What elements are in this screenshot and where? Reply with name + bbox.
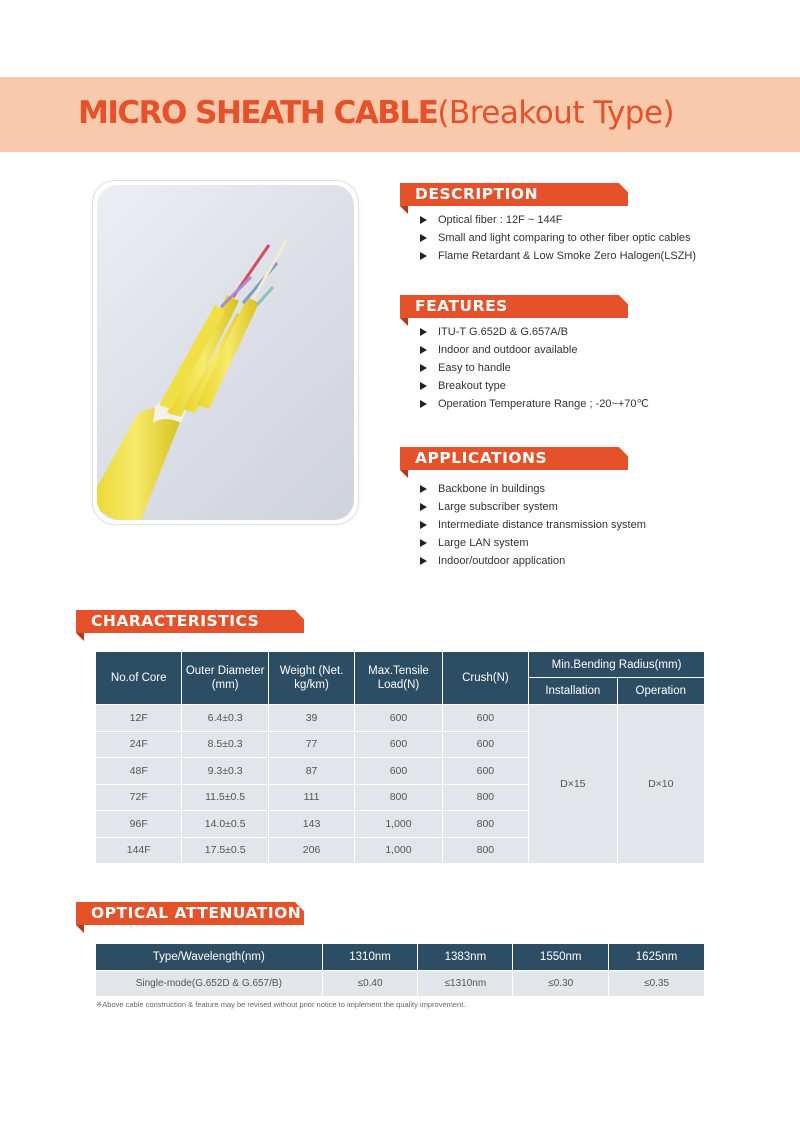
header-1310nm: 1310nm: [322, 944, 418, 971]
list-item: Flame Retardant & Low Smoke Zero Halogen(LSZH): [418, 247, 696, 265]
list-item: Indoor/outdoor application: [418, 552, 646, 570]
cell-weight: 111: [268, 784, 354, 811]
list-item: Optical fiber : 12F ~ 144F: [418, 211, 696, 229]
header-type-wavelength: Type/Wavelength(nm): [96, 944, 323, 971]
cell-1550nm: ≤0.30: [513, 971, 609, 997]
cell-crush: 600: [442, 705, 528, 732]
footnote: ※Above cable construction & feature may be revised without prior notice to implement the quality improvement.: [96, 1000, 466, 1009]
list-item: Breakout type: [418, 377, 649, 395]
features-heading: FEATURES: [400, 295, 628, 318]
list-item: Large subscriber system: [418, 498, 646, 516]
cell-od: 14.0±0.5: [182, 811, 268, 838]
header-weight: Weight (Net. kg/km): [268, 652, 354, 705]
cable-illustration: [97, 185, 354, 520]
list-item: Large LAN system: [418, 534, 646, 552]
cell-1310nm: ≤0.40: [322, 971, 418, 997]
header-1550nm: 1550nm: [513, 944, 609, 971]
cell-crush: 800: [442, 837, 528, 864]
cell-tensile: 1,000: [355, 811, 442, 838]
attenuation-table: [95, 943, 705, 997]
list-item: Backbone in buildings: [418, 480, 646, 498]
cell-operation: D×10: [617, 705, 704, 864]
header-installation: Installation: [529, 678, 617, 705]
cell-core: 72F: [96, 784, 182, 811]
cell-weight: 143: [268, 811, 354, 838]
cell-core: 144F: [96, 837, 182, 864]
description-list: [418, 211, 696, 265]
cell-tensile: 600: [355, 731, 442, 758]
cell-core: 12F: [96, 705, 182, 732]
cell-installation: D×15: [529, 705, 617, 864]
header-crush: Crush(N): [442, 652, 528, 705]
cell-tensile: 800: [355, 784, 442, 811]
list-item: Operation Temperature Range ; -20~+70℃: [418, 395, 649, 413]
fiber-blue: [243, 263, 277, 303]
cell-core: 48F: [96, 758, 182, 785]
header-core: No.of Core: [96, 652, 182, 705]
page-title: [78, 95, 674, 131]
cell-type: Single-mode(G.652D & G.657/B): [96, 971, 323, 997]
cell-od: 8.5±0.3: [182, 731, 268, 758]
characteristics-table: [95, 651, 705, 864]
cell-crush: 600: [442, 731, 528, 758]
cell-crush: 800: [442, 811, 528, 838]
description-heading: DESCRIPTION: [400, 183, 628, 206]
applications-heading: APPLICATIONS: [400, 447, 628, 470]
list-item: Intermediate distance transmission system: [418, 516, 646, 534]
header-bending-radius: Min.Bending Radius(mm): [529, 652, 705, 678]
cell-od: 6.4±0.3: [182, 705, 268, 732]
header-1625nm: 1625nm: [609, 944, 705, 971]
cell-crush: 600: [442, 758, 528, 785]
cell-crush: 800: [442, 784, 528, 811]
list-item: ITU-T G.652D & G.657A/B: [418, 323, 649, 341]
characteristics-heading: CHARACTERISTICS: [76, 610, 304, 633]
header-operation: Operation: [617, 678, 704, 705]
applications-list: [418, 480, 646, 570]
cell-weight: 39: [268, 705, 354, 732]
cable-photo: [97, 185, 354, 520]
cell-core: 24F: [96, 731, 182, 758]
cell-weight: 77: [268, 731, 354, 758]
cell-weight: 87: [268, 758, 354, 785]
table-row: [96, 705, 705, 732]
header-1383nm: 1383nm: [418, 944, 513, 971]
cell-tensile: 1,000: [355, 837, 442, 864]
cell-1383nm: ≤1310nm: [418, 971, 513, 997]
features-list: [418, 323, 649, 413]
table-row: [96, 971, 705, 997]
cell-weight: 206: [268, 837, 354, 864]
list-item: Small and light comparing to other fiber optic cables: [418, 229, 696, 247]
header-outer-diameter: Outer Diameter (mm): [182, 652, 268, 705]
attenuation-heading: OPTICAL ATTENUATION: [76, 902, 304, 925]
list-item: Easy to handle: [418, 359, 649, 377]
header-tensile: Max.Tensile Load(N): [355, 652, 442, 705]
cell-1625nm: ≤0.35: [609, 971, 705, 997]
list-item: Indoor and outdoor available: [418, 341, 649, 359]
cell-tensile: 600: [355, 705, 442, 732]
title-sub: (Breakout Type): [437, 95, 675, 131]
title-main: MICRO SHEATH CABLE: [78, 95, 438, 131]
cell-od: 9.3±0.3: [182, 758, 268, 785]
outer-sheath: [97, 408, 182, 520]
cell-tensile: 600: [355, 758, 442, 785]
cell-od: 11.5±0.5: [182, 784, 268, 811]
cell-core: 96F: [96, 811, 182, 838]
cell-od: 17.5±0.5: [182, 837, 268, 864]
